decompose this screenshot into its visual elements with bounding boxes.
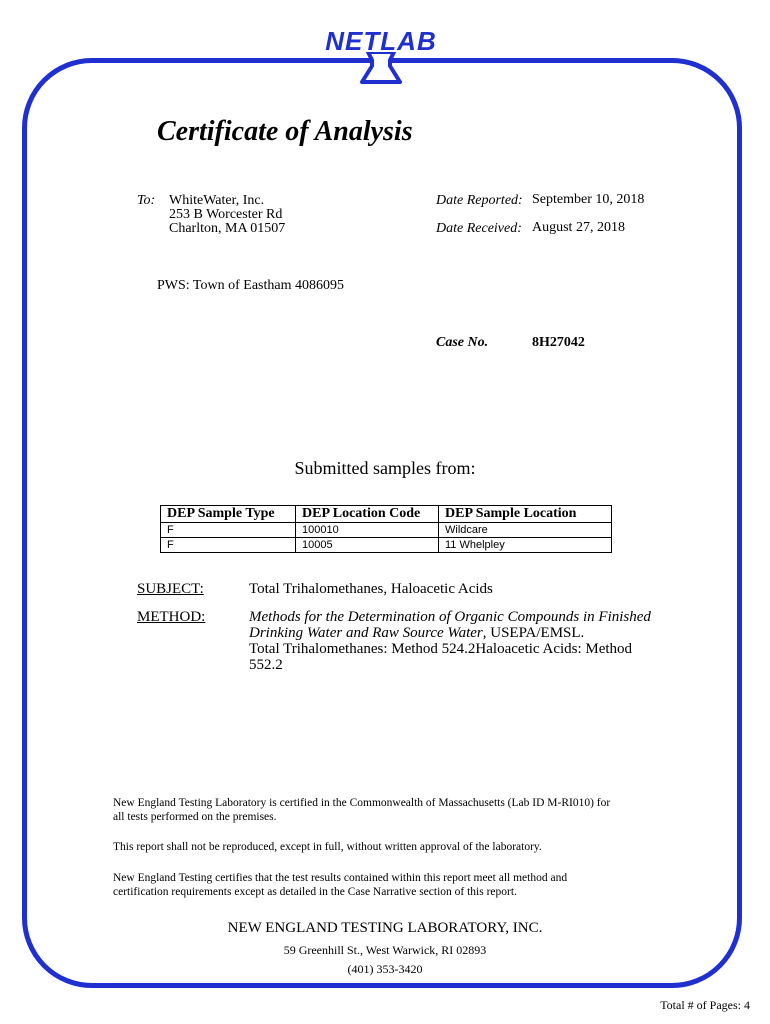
samples-heading: Submitted samples from:: [294, 458, 476, 478]
case-number: 8H27042: [532, 335, 585, 350]
certification-note-line1: New England Testing Laboratory is certified in the Commonwealth of Massachusetts (Lab ID M-RI010) for: [113, 797, 611, 809]
certifies-note-line2: certification requirements except as detailed in the Case Narrative section of this report.: [113, 886, 517, 898]
date-received-label: Date Received:: [436, 221, 522, 236]
table-cell: F: [161, 523, 296, 538]
method-rest: , USEPA/EMSL.: [482, 625, 585, 641]
method-text: [249, 609, 669, 673]
client-address-city: Charlton, MA 01507: [169, 221, 286, 236]
table-cell: 100010: [296, 523, 439, 538]
certificate-title: Certificate of Analysis: [157, 116, 413, 147]
table-cell: 10005: [296, 538, 439, 553]
table-row: [161, 538, 612, 553]
table-header-row: [161, 506, 612, 523]
method-italic-part: Drinking Water and Raw Source Water: [249, 625, 483, 641]
lab-phone: (401) 353-3420: [347, 962, 423, 976]
date-reported-value: September 10, 2018: [532, 192, 645, 207]
method-line: Total Trihalomethanes: Method 524.2Haloacetic Acids: Method: [249, 641, 633, 657]
logo-text: NETLAB: [325, 26, 437, 56]
total-pages: Total # of Pages: 4: [660, 998, 750, 1012]
case-label: Case No.: [436, 335, 489, 350]
date-received-value: August 27, 2018: [532, 220, 625, 235]
subject-label: SUBJECT:: [137, 581, 204, 597]
pws-line: PWS: Town of Eastham 4086095: [157, 278, 344, 293]
subject-value: Total Trihalomethanes, Haloacetic Acids: [249, 581, 493, 597]
table-row: [161, 523, 612, 538]
column-header: DEP Sample Type: [161, 506, 296, 523]
certification-note-line2: all tests performed on the premises.: [113, 811, 277, 823]
client-name: WhiteWater, Inc.: [169, 193, 265, 208]
method-label: METHOD:: [137, 609, 206, 625]
date-reported-label: Date Reported:: [436, 193, 523, 208]
table-cell: F: [161, 538, 296, 553]
method-line: 552.2: [249, 657, 283, 673]
method-line: [249, 625, 669, 641]
certifies-note-line1: New England Testing certifies that the test results contained within this report meet all method and: [113, 872, 568, 884]
method-line: Methods for the Determination of Organic Compounds in Finished: [249, 609, 651, 625]
client-address-street: 253 B Worcester Rd: [169, 207, 283, 222]
column-header: DEP Location Code: [296, 506, 439, 523]
samples-table: [160, 505, 612, 553]
to-label: To:: [137, 193, 156, 208]
table-cell: 11 Whelpley: [439, 538, 612, 553]
netlab-logo: [296, 22, 466, 92]
reproduction-note: This report shall not be reproduced, except in full, without written approval of the laboratory.: [113, 841, 542, 853]
column-header: DEP Sample Location: [439, 506, 612, 523]
table-cell: Wildcare: [439, 523, 612, 538]
lab-name: NEW ENGLAND TESTING LABORATORY, INC.: [227, 920, 543, 936]
lab-address: 59 Greenhill St., West Warwick, RI 02893: [283, 943, 487, 957]
